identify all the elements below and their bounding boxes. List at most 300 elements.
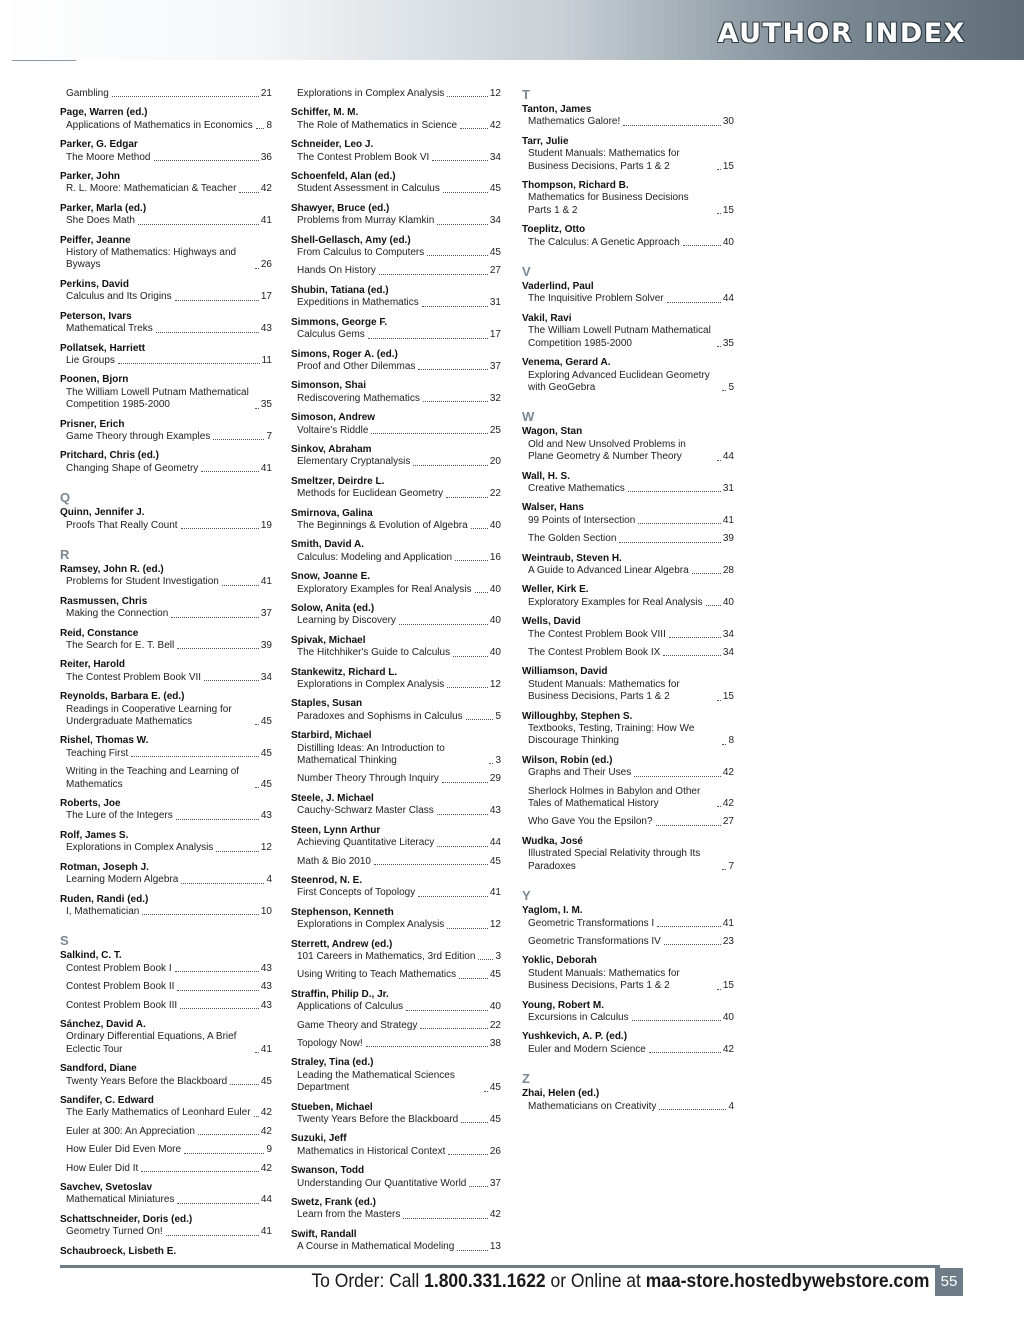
page-ref: 45 (260, 716, 272, 728)
author-name: Steele, J. Michael (291, 792, 374, 804)
index-entry (522, 281, 734, 306)
leader-dots (489, 763, 493, 764)
book-title-row (291, 743, 501, 768)
page-ref: 31 (489, 297, 501, 309)
page-ref: 34 (489, 151, 501, 163)
index-entry (60, 279, 272, 304)
index-entry (522, 584, 734, 609)
book-title: Learning Modern Algebra (66, 874, 179, 886)
index-entry (60, 139, 272, 164)
book-title-row (60, 463, 272, 475)
book-title: Creative Mathematics (528, 482, 625, 494)
book-title: The Moore Method (66, 151, 151, 163)
index-entry (291, 698, 501, 723)
page-ref: 34 (722, 647, 734, 658)
book-title-row (522, 116, 734, 128)
page-ref: 28 (722, 564, 734, 576)
author-name: Schiffer, M. M. (291, 107, 359, 119)
order-info (311, 1271, 930, 1293)
index-entry (291, 171, 501, 196)
index-entry (60, 1182, 272, 1207)
author-name: Parker, John (60, 171, 121, 183)
author-name: Simonson, Shai (291, 380, 367, 392)
author-name: Sánchez, David A. (60, 1018, 146, 1030)
book-title-row (291, 919, 501, 931)
page-ref: 42 (722, 798, 734, 810)
author-name: Swetz, Frank (ed.) (291, 1197, 377, 1209)
page-ref: 4 (728, 1100, 734, 1112)
book-title-row (291, 215, 501, 227)
book-title-row (522, 237, 734, 249)
book-title-row (291, 1001, 501, 1013)
page-ref: 38 (489, 1037, 501, 1049)
index-entry (291, 412, 501, 437)
book-title-row (522, 515, 734, 527)
author-name: Steenrod, N. E. (291, 874, 363, 886)
book-title: Mathematicians on Creativity (528, 1100, 657, 1112)
book-title: From Calculus to Computers (297, 247, 425, 259)
leader-dots (366, 1046, 488, 1047)
book-title: Game Theory and Strategy (297, 1019, 418, 1031)
page-ref: 15 (722, 980, 734, 992)
page-ref: 43 (489, 805, 501, 817)
index-entry (291, 667, 501, 692)
leader-dots (460, 128, 488, 129)
book-title: Changing Shape of Geometry (66, 462, 199, 474)
index-column-2 (291, 88, 501, 1261)
leader-dots (420, 1028, 487, 1029)
page-ref: 26 (260, 259, 272, 271)
book-title: Math & Bio 2010 (297, 855, 371, 867)
leader-dots (722, 744, 726, 745)
page-ref: 45 (260, 747, 272, 759)
leader-dots (448, 1154, 487, 1155)
index-column-1 (60, 88, 272, 1265)
page-ref: 39 (260, 640, 272, 651)
book-title: The Contest Problem Book VII (66, 671, 202, 683)
book-title-row (522, 293, 734, 305)
book-title-row (522, 918, 734, 930)
book-title-row (522, 816, 734, 828)
index-entry (291, 317, 501, 342)
book-title-row (291, 951, 501, 963)
leader-dots (478, 959, 493, 960)
author-name: Salkind, C. T. (60, 950, 122, 962)
index-entry (522, 502, 734, 545)
author-name: Simoson, Andrew (291, 412, 376, 424)
page-ref: 32 (489, 392, 501, 404)
page-ref: 12 (489, 919, 501, 931)
leader-dots (371, 433, 487, 434)
book-title-row (60, 640, 272, 652)
leader-dots (659, 1109, 726, 1110)
index-entry (291, 1197, 501, 1222)
author-name: Stephenson, Kenneth (291, 906, 394, 918)
book-title: The Search for E. T. Bell (66, 640, 175, 651)
leader-dots (254, 1116, 259, 1117)
page-ref: 17 (489, 329, 501, 341)
book-title-row (291, 488, 501, 500)
book-title: Exploratory Examples for Real Analysis (297, 583, 472, 595)
author-name: Thompson, Richard B. (522, 180, 629, 192)
index-entry (291, 989, 501, 1051)
book-title-row (291, 1038, 501, 1050)
book-title-row (291, 329, 501, 341)
book-title-row (60, 704, 272, 729)
author-name: Prisner, Erich (60, 418, 125, 430)
book-title-row (522, 533, 734, 545)
author-name: Schneider, Leo J. (291, 139, 374, 151)
order-url: maa-store.hostedbywebstore.com (645, 1271, 930, 1292)
page-ref: 42 (260, 1107, 272, 1119)
page-ref: 5 (495, 710, 501, 722)
book-title-row (60, 183, 272, 195)
book-title-row (522, 439, 734, 464)
book-title-row (522, 483, 734, 495)
leader-dots (255, 408, 259, 409)
index-entry (60, 235, 272, 272)
index-entry (522, 1000, 734, 1025)
book-title-row (60, 672, 272, 684)
index-entry (522, 136, 734, 173)
leader-dots (142, 914, 259, 915)
author-name: Swanson, Todd (291, 1165, 365, 1177)
index-entry (291, 107, 501, 132)
book-title: 101 Careers in Mathematics, 3rd Edition (297, 950, 476, 962)
book-title: Paradoxes and Sophisms in Calculus (297, 710, 463, 722)
author-name: Perkins, David (60, 278, 129, 290)
book-title: History of Mathematics: Highways and Byways (66, 247, 237, 271)
page-ref: 40 (489, 519, 501, 531)
leader-dots (256, 128, 265, 129)
book-title-row (291, 88, 501, 100)
page-ref: 12 (489, 679, 501, 691)
author-name: Shubin, Tatiana (ed.) (291, 284, 389, 296)
book-title: Applications of Calculus (297, 1001, 404, 1013)
index-entry (522, 553, 734, 578)
book-title: Expeditions in Mathematics (297, 297, 419, 309)
book-title-row (291, 456, 501, 468)
index-entry (291, 825, 501, 868)
index-entry (522, 666, 734, 703)
leader-dots (437, 224, 488, 225)
page-ref: 34 (489, 215, 501, 227)
book-title: Writing in the Teaching and Learning of Mathematics (66, 766, 240, 790)
index-entry (291, 508, 501, 533)
index-entry (522, 224, 734, 249)
leader-dots (181, 528, 259, 529)
page-ref: 19 (260, 519, 272, 531)
section-letter: Z (522, 1071, 530, 1087)
book-title: Graphs and Their Uses (528, 767, 632, 779)
book-title-row (291, 297, 501, 309)
leader-dots (669, 637, 721, 638)
book-title-row (291, 1114, 501, 1126)
index-entry (60, 311, 272, 336)
index-entry (60, 1246, 272, 1258)
book-title-row (291, 615, 501, 627)
index-entry (291, 730, 501, 786)
page-ref: 5 (728, 381, 734, 393)
book-title: Lie Groups (66, 354, 115, 366)
author-name: Yushkevich, A. P. (ed.) (522, 1031, 628, 1043)
leader-dots (141, 1171, 259, 1172)
author-name: Sterrett, Andrew (ed.) (291, 938, 393, 950)
leader-dots (216, 851, 259, 852)
index-entry (60, 171, 272, 196)
author-name: Solow, Anita (ed.) (291, 603, 375, 614)
book-title: Student Manuals: Mathematics for Business Decisions, Parts 1 & 2 (528, 967, 680, 992)
index-entry (60, 564, 272, 589)
page-ref: 30 (722, 116, 734, 128)
page-ref: 42 (722, 1043, 734, 1055)
leader-dots (255, 787, 259, 788)
book-title-row (60, 291, 272, 303)
page-ref: 41 (722, 917, 734, 929)
page-ref: 40 (722, 596, 734, 608)
index-entry (291, 349, 501, 374)
leader-dots (706, 605, 721, 606)
section-letter: Y (522, 888, 531, 904)
index-entry (291, 907, 501, 932)
leader-dots (138, 224, 259, 225)
book-title: Elementary Cryptanalysis (297, 456, 411, 468)
page-ref: 20 (489, 456, 501, 468)
book-title: Explorations in Complex Analysis (297, 919, 445, 931)
book-title: The Golden Section (528, 533, 617, 545)
book-title-row (60, 1031, 272, 1056)
leader-dots (198, 1134, 259, 1135)
book-title-row (291, 856, 501, 868)
book-title: Using Writing to Teach Mathematics (297, 969, 457, 981)
page-ref: 39 (722, 533, 734, 545)
leader-dots (664, 944, 721, 945)
book-title-row (291, 887, 501, 899)
book-title: The Contest Problem Book VI (297, 151, 430, 163)
index-entry (291, 939, 501, 982)
book-title: The Hitchhiker's Guide to Calculus (297, 647, 451, 659)
author-name: Shawyer, Bruce (ed.) (291, 202, 390, 214)
index-entry (522, 711, 734, 748)
index-entry (291, 635, 501, 660)
author-name: Simons, Roger A. (ed.) (291, 348, 398, 360)
index-entry (60, 507, 272, 532)
page-ref: 21 (260, 88, 272, 99)
leader-dots (177, 990, 258, 991)
leader-dots (180, 1008, 259, 1009)
leader-dots (437, 814, 488, 815)
book-title: Exploratory Examples for Real Analysis (528, 596, 703, 608)
author-name: Peterson, Ivars (60, 310, 132, 322)
index-entry (291, 793, 501, 818)
page-ref: 37 (489, 1177, 501, 1189)
book-title-row (60, 1000, 272, 1012)
book-title: Contest Problem Book II (66, 981, 175, 993)
leader-dots (154, 160, 259, 161)
index-entry (60, 798, 272, 823)
index-entry (291, 1165, 501, 1190)
page-ref: 42 (260, 1162, 272, 1174)
page-ref: 15 (722, 204, 734, 216)
book-title-row (60, 1163, 272, 1175)
book-title-row (60, 608, 272, 620)
index-entry (291, 1057, 501, 1094)
author-name: Smeltzer, Deirdre L. (291, 475, 385, 487)
page-ref: 43 (260, 810, 272, 822)
page-ref: 7 (728, 860, 734, 872)
author-name: Schattschneider, Doris (ed.) (60, 1213, 193, 1225)
index-entry (291, 1133, 501, 1158)
author-name: Rasmussen, Chris (60, 595, 148, 607)
book-title-row (60, 520, 272, 532)
page-ref: 3 (495, 950, 501, 962)
leader-dots (175, 971, 259, 972)
author-name: Vaderlind, Paul (522, 281, 594, 293)
page-ref: 8 (266, 119, 272, 131)
index-entry (522, 1088, 734, 1113)
book-title-row (522, 565, 734, 577)
page-ref: 34 (722, 628, 734, 640)
book-title-row (522, 629, 734, 641)
leader-dots (657, 926, 721, 927)
page-ref: 8 (728, 735, 734, 747)
book-title: Applications of Mathematics in Economics (66, 119, 253, 131)
index-entry (291, 1229, 501, 1254)
book-title-row (60, 387, 272, 412)
leader-dots (457, 1250, 488, 1251)
book-title-row (291, 1020, 501, 1032)
index-entry (60, 1063, 272, 1088)
book-title-row (291, 773, 501, 785)
leader-dots (156, 332, 259, 333)
leader-dots (230, 1084, 259, 1085)
leader-dots (442, 782, 488, 783)
leader-dots (184, 1153, 264, 1154)
section-letter: V (522, 264, 531, 280)
index-entry (522, 471, 734, 496)
author-name: Wudka, José (522, 835, 583, 847)
index-entry (60, 950, 272, 1012)
book-title-row (60, 355, 272, 367)
author-name: Sinkov, Abraham (291, 443, 372, 455)
leader-dots (437, 846, 488, 847)
leader-dots (447, 687, 488, 688)
book-title: Rediscovering Mathematics (297, 392, 420, 404)
leader-dots (118, 363, 260, 364)
leader-dots (166, 1235, 259, 1236)
author-name: Weintraub, Steven H. (522, 552, 622, 564)
book-title: Geometry Turned On! (66, 1226, 163, 1238)
page-ref: 4 (266, 874, 272, 886)
index-entry (60, 1019, 272, 1056)
book-title: Topology Now! (297, 1037, 363, 1049)
book-title: Twenty Years Before the Blackboard (66, 1075, 228, 1087)
leader-dots (717, 169, 721, 170)
book-title-row (522, 597, 734, 609)
page-ref: 41 (260, 215, 272, 227)
book-title-row (60, 1226, 272, 1238)
page-ref: 41 (260, 462, 272, 474)
page-ref: 42 (722, 767, 734, 779)
section-letter: W (522, 409, 535, 425)
page-ref: 45 (489, 247, 501, 259)
author-name: Tarr, Julie (522, 135, 569, 147)
book-title-row (60, 981, 272, 993)
page-ref: 22 (489, 1019, 501, 1031)
author-name: Rolf, James S. (60, 829, 129, 841)
author-name: Wagon, Stan (522, 426, 583, 438)
index-entry (60, 830, 272, 855)
leader-dots (239, 192, 258, 193)
index-entry (60, 203, 272, 228)
leader-dots (717, 989, 721, 990)
book-title: First Concepts of Topology (297, 887, 416, 899)
book-title: Euler at 300: An Appreciation (66, 1125, 195, 1137)
book-title-row (522, 786, 734, 811)
index-entry (60, 419, 272, 444)
page-ref: 41 (260, 1043, 272, 1055)
book-title: Problems from Murray Klamkin (297, 215, 435, 227)
book-title: Number Theory Through Inquiry (297, 773, 439, 785)
index-entry (291, 139, 501, 164)
book-title: Hands On History (297, 265, 376, 277)
author-name: Wall, H. S. (522, 470, 570, 482)
book-title: Distilling Ideas: An Introduction to Mathematical Thinking (297, 742, 445, 767)
author-name: Straley, Tina (ed.) (291, 1057, 374, 1069)
page-ref: 43 (260, 962, 272, 974)
author-name: Savchev, Svetoslav (60, 1182, 153, 1193)
page-number: 55 (935, 1268, 963, 1296)
author-name: Vakil, Ravi (522, 312, 572, 324)
page-ref: 15 (722, 691, 734, 703)
leader-dots (717, 806, 721, 807)
book-title: How Euler Did Even More (66, 1144, 182, 1156)
author-name: Sandford, Diane (60, 1063, 137, 1075)
author-name: Reynolds, Barbara E. (ed.) (60, 691, 185, 703)
index-entry (522, 357, 734, 394)
leader-dots (722, 869, 726, 870)
book-title-row (60, 1126, 272, 1138)
page-ref: 40 (489, 647, 501, 659)
leader-dots (374, 864, 488, 865)
section-letter: R (60, 546, 70, 562)
page-ref: 31 (722, 482, 734, 494)
leader-dots (201, 471, 259, 472)
page-ref: 45 (489, 183, 501, 195)
leader-dots (406, 1010, 488, 1011)
book-title: Mathematics for Business Decisions Parts 1 & 2 (528, 192, 689, 216)
book-title-row (60, 1194, 272, 1206)
book-title-row (522, 148, 734, 173)
page-ref: 42 (260, 183, 272, 195)
book-title: The Role of Mathematics in Science (297, 119, 458, 131)
page-ref: 44 (489, 837, 501, 849)
book-title: Geometric Transformations I (528, 917, 655, 929)
page-ref: 40 (489, 583, 501, 595)
index-entry (291, 203, 501, 228)
leader-dots (176, 819, 259, 820)
author-name: Schoenfeld, Alan (ed.) (291, 171, 396, 183)
book-title-row (291, 647, 501, 659)
leader-dots (255, 724, 259, 725)
page-ref: 41 (260, 1226, 272, 1238)
book-title: How Euler Did It (66, 1162, 139, 1174)
leader-dots (368, 338, 488, 339)
book-title-row (522, 1101, 734, 1113)
index-entry (60, 88, 272, 100)
index-entry (60, 691, 272, 728)
index-entry (522, 426, 734, 463)
